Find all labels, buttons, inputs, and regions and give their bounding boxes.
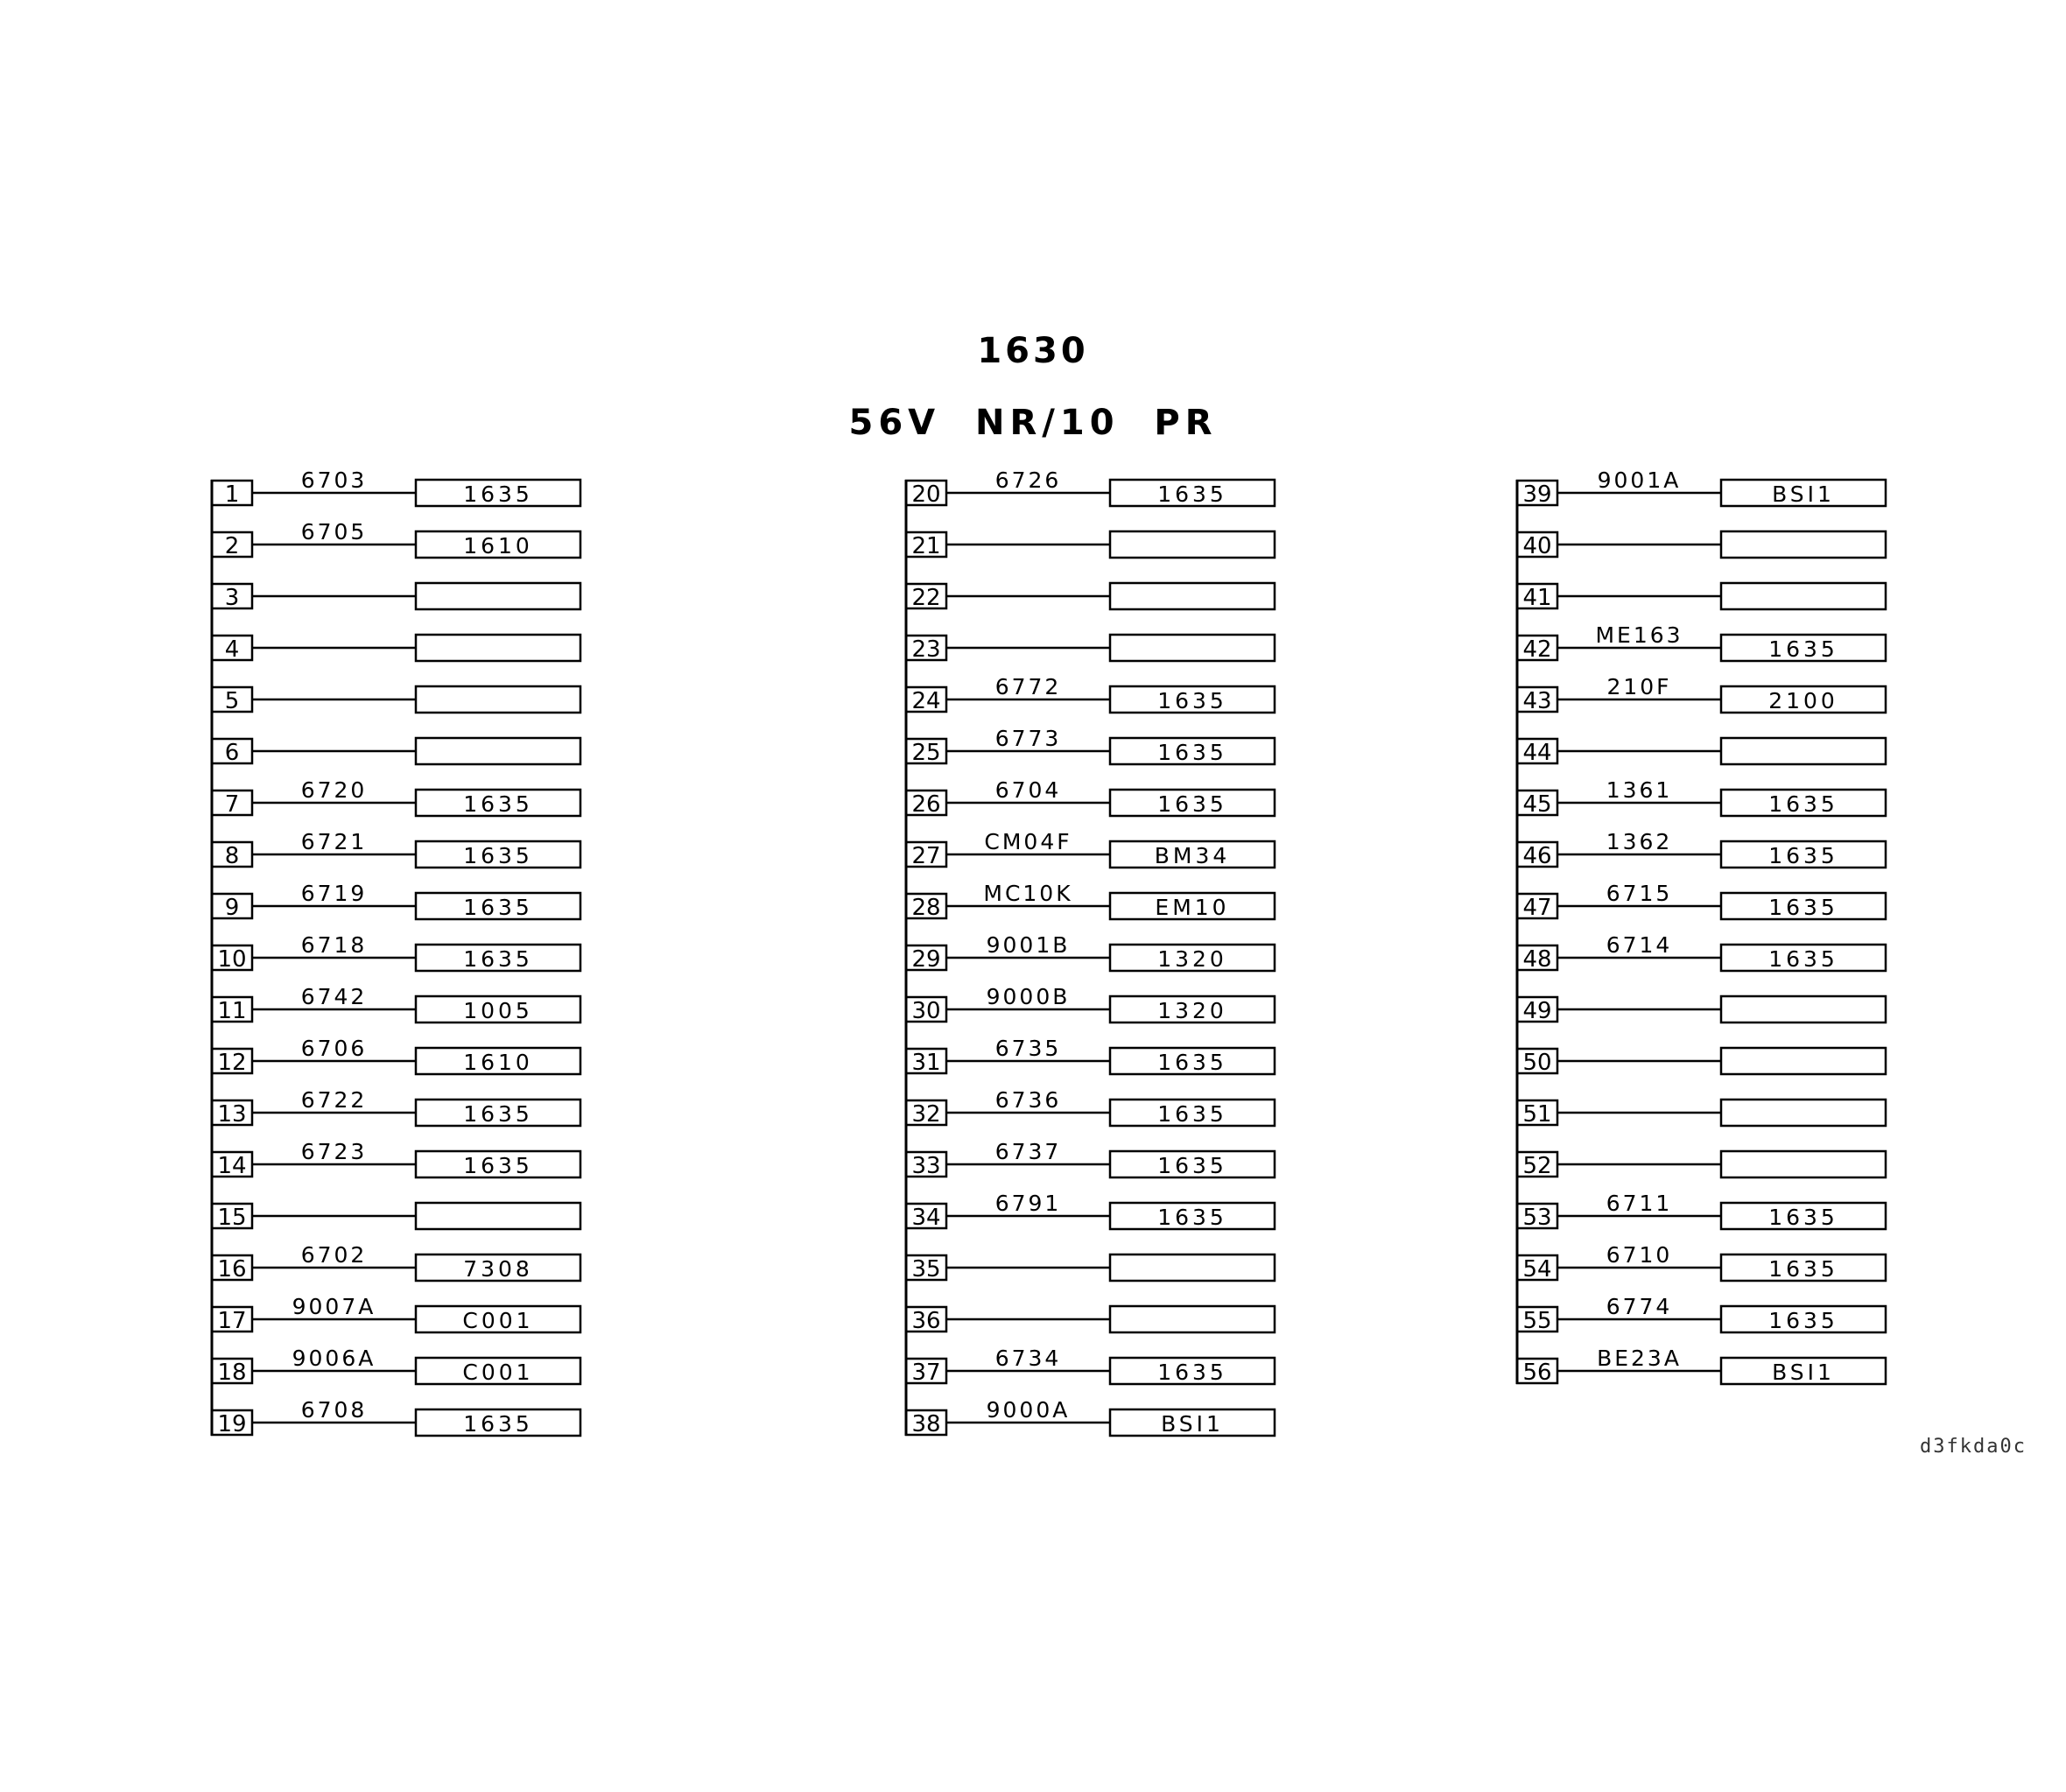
pin-row (212, 932, 580, 973)
pin-number: 53 (1522, 1205, 1552, 1231)
pin-columns (212, 467, 1886, 1437)
pin-row (906, 984, 1275, 1024)
pin-number: 19 (217, 1411, 247, 1437)
destination-code: EM10 (1155, 895, 1230, 920)
pin-row (906, 531, 1275, 559)
pin-number: 25 (911, 740, 941, 766)
wire-code: 6720 (300, 777, 368, 803)
wire-code: 210F (1606, 674, 1672, 699)
destination-code: 1610 (463, 533, 533, 559)
pin-number: 12 (217, 1050, 247, 1076)
pin-row (1517, 881, 1886, 921)
pin-number: 44 (1522, 740, 1552, 766)
pin-number: 7 (224, 791, 240, 818)
pin-number: 21 (911, 533, 941, 559)
pin-number: 40 (1522, 533, 1552, 559)
wire-code: 6711 (1606, 1191, 1673, 1216)
pin-number: 46 (1522, 843, 1552, 869)
pin-number: 31 (911, 1050, 941, 1076)
destination-code: 1635 (1157, 481, 1227, 507)
pin-row (1517, 738, 1886, 766)
destination-box (1110, 1306, 1275, 1332)
destination-code: 2100 (1768, 688, 1838, 713)
destination-code: 1635 (463, 481, 533, 507)
pin-number: 28 (911, 895, 941, 921)
pin-number: 15 (217, 1205, 247, 1231)
pin-row (906, 829, 1275, 869)
pin-row (906, 467, 1275, 508)
wire-code: 6736 (994, 1087, 1062, 1113)
pin-number: 22 (911, 585, 941, 611)
wire-code: 9001A (1597, 467, 1682, 493)
pin-row (1517, 674, 1886, 714)
pin-number: 14 (217, 1153, 247, 1179)
pin-row (906, 583, 1275, 611)
wire-code: CM04F (984, 829, 1072, 854)
destination-box (1721, 996, 1886, 1022)
wire-code: 6718 (300, 932, 368, 958)
pin-row (906, 635, 1275, 663)
pin-row (1517, 1191, 1886, 1231)
wire-code: 9000B (986, 984, 1071, 1009)
destination-code: C001 (462, 1308, 534, 1333)
pin-number: 48 (1522, 946, 1552, 973)
pin-row (212, 467, 580, 508)
pin-row (212, 881, 580, 921)
pin-row (212, 519, 580, 559)
wire-code: 6791 (994, 1191, 1062, 1216)
destination-code: 1635 (1768, 1308, 1838, 1333)
destination-code: 1635 (1768, 791, 1838, 817)
pin-row (906, 1191, 1275, 1231)
pin-row (212, 1087, 580, 1128)
wire-code: 6734 (994, 1346, 1062, 1371)
destination-box (1721, 1151, 1886, 1177)
pin-row (212, 1139, 580, 1179)
pin-number: 34 (911, 1205, 941, 1231)
pin-row (1517, 1048, 1886, 1076)
pin-row (212, 1242, 580, 1283)
pin-row (906, 1087, 1275, 1128)
pin-number: 24 (911, 688, 941, 714)
pin-row (906, 1139, 1275, 1179)
destination-box (1721, 1100, 1886, 1126)
pin-row (906, 881, 1275, 921)
destination-box (1110, 635, 1275, 661)
pin-number: 54 (1522, 1256, 1552, 1283)
pin-number: 10 (217, 946, 247, 973)
destination-code: 1635 (463, 895, 533, 920)
destination-code: 1635 (1157, 1360, 1227, 1385)
destination-code: 1320 (1157, 946, 1227, 972)
destination-code: 1635 (1157, 791, 1227, 817)
destination-box (1110, 531, 1275, 558)
pin-row (906, 1397, 1275, 1437)
pin-row (212, 1203, 580, 1231)
pin-row (906, 726, 1275, 766)
pin-number: 18 (217, 1360, 247, 1386)
pin-number: 17 (217, 1308, 247, 1334)
pin-number: 3 (224, 585, 240, 611)
pin-row (1517, 531, 1886, 559)
pin-number: 29 (911, 946, 941, 973)
destination-code: BSI1 (1772, 1360, 1835, 1385)
destination-code: 1635 (463, 1101, 533, 1127)
destination-code: 1635 (1157, 1050, 1227, 1075)
wire-code: 6774 (1606, 1294, 1673, 1319)
destination-box (1110, 583, 1275, 609)
wire-code: MC10K (983, 881, 1073, 906)
destination-code: 1635 (1157, 1101, 1227, 1127)
wire-code: 6737 (994, 1139, 1062, 1164)
pin-number: 4 (224, 636, 240, 663)
pin-row (212, 635, 580, 663)
wire-code: 6710 (1606, 1242, 1673, 1268)
pin-number: 1 (224, 481, 240, 508)
destination-box (1721, 531, 1886, 558)
drawing-reference: d3fkda0c (1920, 1436, 2027, 1458)
destination-box (1110, 1254, 1275, 1281)
destination-code: 1635 (463, 1153, 533, 1178)
destination-code: BSI1 (1161, 1411, 1224, 1437)
pin-row (1517, 1151, 1886, 1179)
pin-number: 49 (1522, 998, 1552, 1024)
destination-code: 1635 (1768, 843, 1838, 868)
wire-code: 1362 (1606, 829, 1673, 854)
pin-number: 36 (911, 1308, 941, 1334)
wire-code: 6714 (1606, 932, 1673, 958)
pin-number: 47 (1522, 895, 1552, 921)
pin-number: 5 (224, 688, 240, 714)
pin-number: 26 (911, 791, 941, 818)
pin-row (212, 583, 580, 611)
pin-row (1517, 1242, 1886, 1283)
wire-code: 6742 (300, 984, 368, 1009)
pin-row (212, 1036, 580, 1076)
destination-box (1721, 583, 1886, 609)
destination-code: 1635 (1157, 740, 1227, 765)
pin-row (906, 674, 1275, 714)
destination-code: 1320 (1157, 998, 1227, 1023)
wire-code: 6773 (994, 726, 1062, 751)
pin-row (212, 777, 580, 818)
pin-row (1517, 777, 1886, 818)
pin-row (906, 932, 1275, 973)
destination-code: 1635 (1768, 636, 1838, 662)
wire-code: 6772 (994, 674, 1062, 699)
pin-number: 9 (224, 895, 240, 921)
pin-row (1517, 996, 1886, 1024)
pin-row (1517, 583, 1886, 611)
wire-code: 6721 (300, 829, 368, 854)
destination-code: 1635 (463, 791, 533, 817)
pin-row (212, 984, 580, 1024)
pin-row (1517, 467, 1886, 508)
destination-code: 1635 (1157, 1205, 1227, 1230)
pin-number: 39 (1522, 481, 1552, 508)
destination-code: 1635 (463, 1411, 533, 1437)
pin-number: 23 (911, 636, 941, 663)
destination-box (416, 686, 580, 713)
wire-code: 1361 (1606, 777, 1673, 803)
destination-code: 7308 (463, 1256, 533, 1282)
pin-number: 13 (217, 1101, 247, 1128)
wire-code: 6715 (1606, 881, 1673, 906)
pin-row (212, 1346, 580, 1386)
destination-code: BM34 (1154, 843, 1231, 868)
destination-code: 1635 (1157, 688, 1227, 713)
pin-number: 20 (911, 481, 941, 508)
destination-code: C001 (462, 1360, 534, 1385)
pin-number: 56 (1522, 1360, 1552, 1386)
pin-row (212, 1397, 580, 1437)
pin-row (906, 1306, 1275, 1334)
pin-row (906, 1346, 1275, 1386)
pin-number: 27 (911, 843, 941, 869)
connector-subtitle: 56V NR/10 PR (848, 403, 1218, 443)
wire-code: 9006A (292, 1346, 376, 1371)
pin-row (212, 686, 580, 714)
pin-row (1517, 1100, 1886, 1128)
pin-number: 33 (911, 1153, 941, 1179)
pin-column (1517, 467, 1886, 1386)
pin-number: 11 (217, 998, 247, 1024)
wire-code: 6702 (300, 1242, 368, 1268)
destination-code: 1635 (463, 946, 533, 972)
wire-code: 6704 (994, 777, 1062, 803)
destination-box (416, 583, 580, 609)
pin-row (1517, 932, 1886, 973)
wire-code: 6719 (300, 881, 368, 906)
pin-number: 55 (1522, 1308, 1552, 1334)
wire-code: 6706 (300, 1036, 368, 1061)
destination-code: 1635 (1768, 1256, 1838, 1282)
destination-code: 1005 (463, 998, 533, 1023)
pin-row (212, 738, 580, 766)
pin-row (906, 1254, 1275, 1283)
pin-row (212, 1294, 580, 1334)
destination-code: 1610 (463, 1050, 533, 1075)
destination-box (416, 1203, 580, 1229)
pin-number: 6 (224, 740, 240, 766)
wire-code: 6705 (300, 519, 368, 545)
pin-number: 30 (911, 998, 941, 1024)
pin-number: 16 (217, 1256, 247, 1283)
wire-code: ME163 (1595, 622, 1683, 648)
pin-number: 38 (911, 1411, 941, 1437)
pin-number: 35 (911, 1256, 941, 1283)
destination-box (416, 738, 580, 764)
pin-number: 32 (911, 1101, 941, 1128)
pin-row (906, 777, 1275, 818)
pin-row (1517, 1346, 1886, 1386)
wire-code: 6703 (300, 467, 368, 493)
destination-box (1721, 1048, 1886, 1074)
destination-code: 1635 (463, 843, 533, 868)
pin-row (212, 829, 580, 869)
pin-number: 50 (1522, 1050, 1552, 1076)
destination-code: 1635 (1157, 1153, 1227, 1178)
pin-number: 42 (1522, 636, 1552, 663)
pin-number: 2 (224, 533, 240, 559)
wire-code: 6723 (300, 1139, 368, 1164)
destination-code: 1635 (1768, 1205, 1838, 1230)
connector-title: 1630 (977, 331, 1089, 371)
pin-number: 41 (1522, 585, 1552, 611)
pin-row (1517, 829, 1886, 869)
pin-number: 43 (1522, 688, 1552, 714)
wire-code: BE23A (1597, 1346, 1682, 1371)
pin-row (906, 1036, 1275, 1076)
wire-code: 9000A (986, 1397, 1071, 1423)
destination-box (1721, 738, 1886, 764)
wire-code: 9001B (986, 932, 1071, 958)
pin-number: 8 (224, 843, 240, 869)
pin-column (212, 467, 580, 1437)
wire-code: 6735 (994, 1036, 1062, 1061)
destination-code: 1635 (1768, 895, 1838, 920)
pin-number: 45 (1522, 791, 1552, 818)
wire-code: 6722 (300, 1087, 368, 1113)
destination-box (416, 635, 580, 661)
pin-number: 37 (911, 1360, 941, 1386)
pin-row (1517, 622, 1886, 663)
pin-column (906, 467, 1275, 1437)
destination-code: BSI1 (1772, 481, 1835, 507)
pin-row (1517, 1294, 1886, 1334)
pin-number: 52 (1522, 1153, 1552, 1179)
wire-code: 6708 (300, 1397, 368, 1423)
wire-code: 9007A (292, 1294, 376, 1319)
wire-code: 6726 (994, 467, 1062, 493)
destination-code: 1635 (1768, 946, 1838, 972)
pin-number: 51 (1522, 1101, 1552, 1128)
